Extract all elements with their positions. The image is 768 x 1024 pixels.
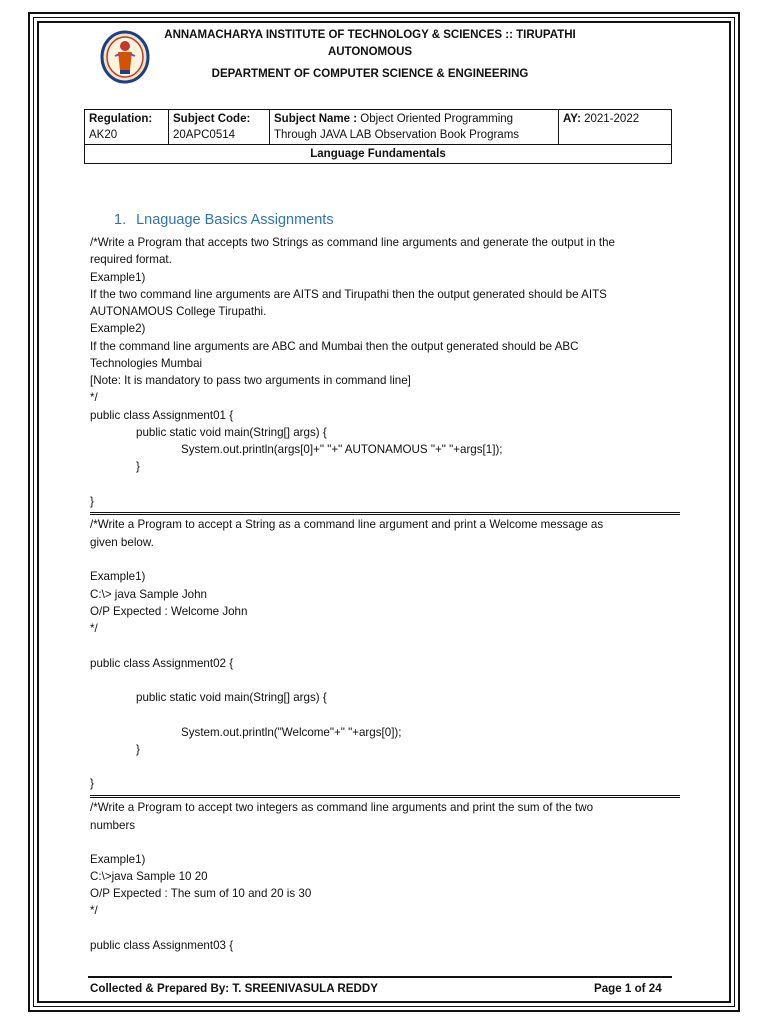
section-divider: [90, 512, 680, 515]
academic-year-label: AY:: [563, 113, 581, 125]
code-line: public class Assignment01 {: [90, 409, 234, 422]
section-title: Language Fundamentals: [85, 145, 672, 164]
text-line: */: [90, 622, 98, 635]
regulation-label: Regulation:: [89, 113, 153, 125]
institute-status: AUTONOMOUS: [327, 46, 413, 58]
text-line: Example1): [90, 570, 146, 583]
subject-name-value-2: Through JAVA LAB Observation Book Programs: [274, 129, 520, 141]
heading-number: 1.: [114, 212, 127, 228]
text-line: Technologies Mumbai: [90, 357, 203, 370]
text-line: Example2): [90, 322, 146, 335]
subject-code-value: 20APC0514: [173, 129, 236, 141]
regulation-cell: [85, 110, 169, 145]
academic-year-value: 2021-2022: [584, 113, 640, 125]
text-line: Example1): [90, 853, 146, 866]
subject-name-cell: [270, 110, 559, 145]
code-line: }: [90, 777, 94, 790]
code-line: }: [90, 495, 94, 508]
department-name: DEPARTMENT OF COMPUTER SCIENCE & ENGINEERING: [211, 68, 529, 80]
text-line: C:\> java Sample John: [90, 588, 207, 601]
code-line: public static void main(String[] args) {: [136, 426, 327, 439]
text-line: [Note: It is mandatory to pass two arguments in command line]: [90, 374, 411, 387]
page-number: Page 1 of 24: [594, 982, 662, 995]
heading-title: Lnaguage Basics Assignments: [136, 212, 334, 228]
text-line: /*Write a Program to accept two integers as command line arguments and print the sum of the two: [90, 801, 594, 814]
subject-name-label: Subject Name :: [274, 113, 358, 125]
text-line: O/P Expected : The sum of 10 and 20 is 30: [90, 887, 312, 900]
code-line: System.out.println("Welcome"+" "+args[0]);: [181, 726, 402, 739]
text-line: /*Write a Program that accepts two Strings as command line arguments and generate the output in the: [90, 236, 616, 249]
code-line: System.out.println(args[0]+" "+" AUTONAMOUS "+" "+args[1]);: [181, 443, 503, 456]
course-info-table: [84, 109, 672, 164]
text-line: O/P Expected : Welcome John: [90, 605, 248, 618]
academic-year-cell: [559, 110, 672, 145]
text-line: C:\>java Sample 10 20: [90, 870, 208, 883]
subject-name-value-1: Object Oriented Programming: [360, 113, 514, 125]
code-line: }: [136, 460, 140, 473]
text-line: given below.: [90, 536, 154, 549]
footer-author: Collected & Prepared By: T. SREENIVASULA REDDY: [90, 982, 378, 995]
assignment-heading: [114, 212, 334, 228]
text-line: */: [90, 391, 98, 404]
regulation-value: AK20: [89, 129, 118, 141]
subject-code-cell: [169, 110, 270, 145]
section-divider: [90, 795, 680, 798]
code-line: public class Assignment02 {: [90, 657, 234, 670]
text-line: /*Write a Program to accept a String as a command line argument and print a Welcome message as: [90, 518, 604, 531]
text-line: numbers: [90, 819, 136, 832]
text-line: required format.: [90, 253, 172, 266]
code-line: }: [136, 743, 140, 756]
college-emblem-icon: [100, 30, 150, 84]
subject-code-label: Subject Code:: [173, 113, 251, 125]
code-line: public static void main(String[] args) {: [136, 691, 327, 704]
institute-name: ANNAMACHARYA INSTITUTE OF TECHNOLOGY & SCIENCES :: TIRUPATHI: [164, 29, 576, 41]
text-line: If the command line arguments are ABC and Mumbai then the output generated should be ABC: [90, 340, 579, 353]
text-line: AUTONAMOUS College Tirupathi.: [90, 305, 267, 318]
code-line: public class Assignment03 {: [90, 939, 234, 952]
footer-rule: [88, 976, 672, 978]
text-line: Example1): [90, 271, 146, 284]
text-line: If the two command line arguments are AITS and Tirupathi then the output generated should be AITS: [90, 288, 607, 301]
text-line: */: [90, 904, 98, 917]
